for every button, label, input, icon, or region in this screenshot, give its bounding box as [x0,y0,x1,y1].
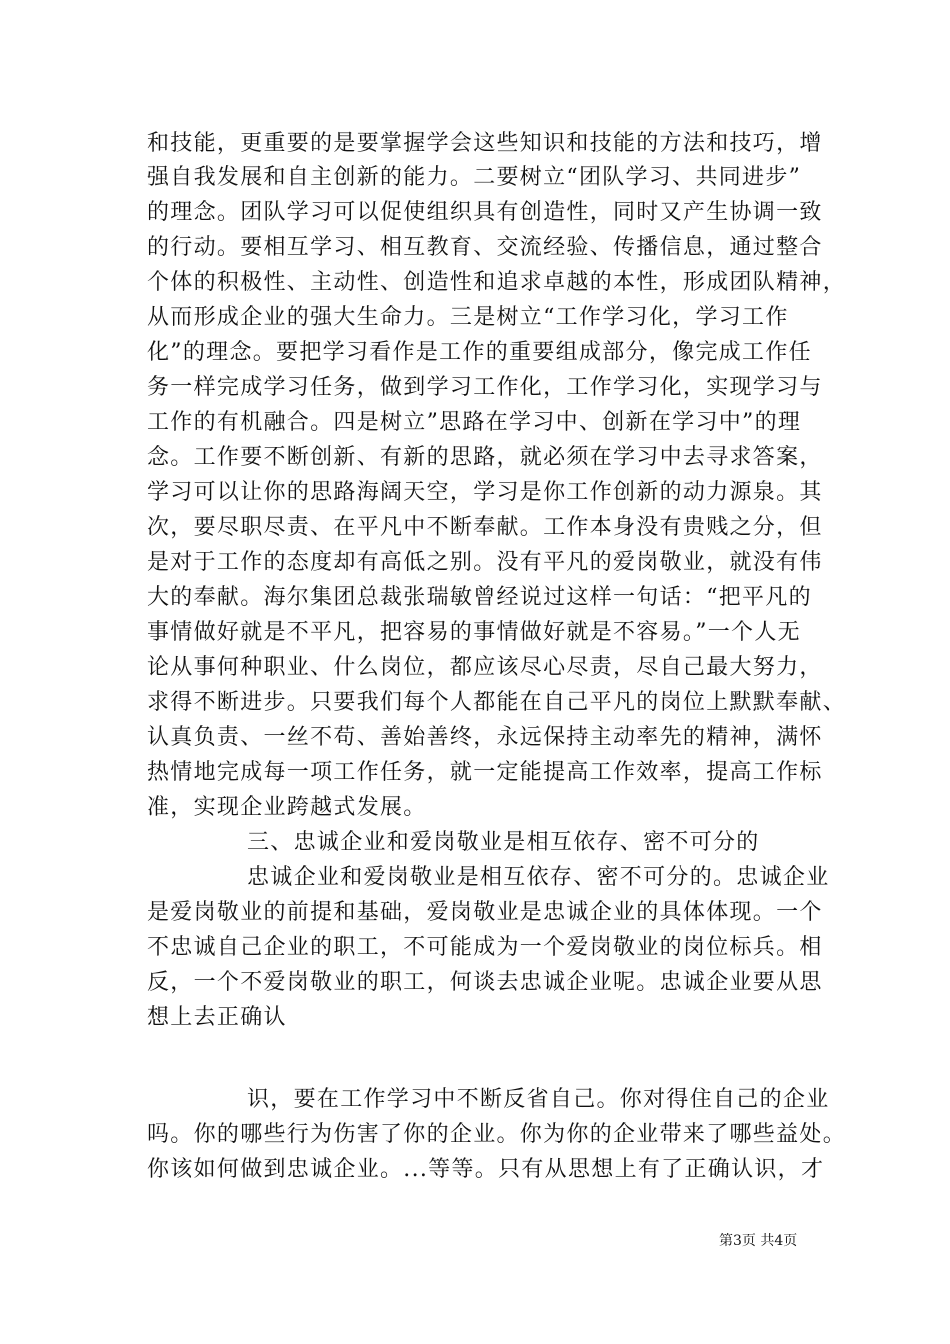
body-text-line: 吗。你的哪些行为伤害了你的企业。你为你的企业带来了哪些益处。 [147,1122,847,1147]
body-text-line: 强自我发展和自主创新的能力。二要树立“团队学习、共同进步” [147,165,802,190]
body-text-line: 识，要在工作学习中不断反省自己。你对得住自己的企业 [247,1087,830,1112]
body-text-line: 工作的有机融合。四是树立”思路在学习中、创新在学习中”的理 [147,410,802,435]
body-text-line: 大的奉献。海尔集团总裁张瑞敏曾经说过这样一句话：“把平凡的 [147,585,812,610]
body-text-line: 是对于工作的态度却有高低之别。没有平凡的爱岗敬业，就没有伟 [147,550,823,575]
body-text-line: 和技能，更重要的是要掌握学会这些知识和技能的方法和技巧，增 [147,131,823,156]
body-text-line: 念。工作要不断创新、有新的思路，就必须在学习中去寻求答案， [147,445,823,470]
body-text-line: 的理念。团队学习可以促使组织具有创造性，同时又产生协调一致 [147,200,823,225]
body-text-line: 学习可以让你的思路海阔天空，学习是你工作创新的动力源泉。其 [147,480,823,505]
page-number: 第3页 共4页 [719,1233,798,1249]
body-text-line: 化”的理念。要把学习看作是工作的重要组成部分，像完成工作任 [147,340,812,365]
body-text-line: 论从事何种职业、什么岗位，都应该尽心尽责，尽自己最大努力， [147,655,823,680]
body-text-line: 想上去正确认 [147,1005,287,1030]
body-text-line: 热情地完成每一项工作任务，就一定能提高工作效率，提高工作标 [147,760,823,785]
body-text-line: 事情做好就是不平凡，把容易的事情做好就是不容易。”一个人无 [147,620,801,645]
body-text-line: 认真负责、一丝不苟、善始善终，永远保持主动率先的精神，满怀 [147,725,823,750]
body-text-line: 不忠诚自己企业的职工，不可能成为一个爱岗敬业的岗位标兵。相 [147,935,823,960]
body-text-line: 你该如何做到忠诚企业。...等等。只有从思想上有了正确认识，才 [147,1157,825,1182]
body-text-line: 务一样完成学习任务，做到学习工作化，工作学习化，实现学习与 [147,375,823,400]
body-text-line: 求得不断进步。只要我们每个人都能在自己平凡的岗位上默默奉献、 [147,690,847,715]
body-text-line: 个体的积极性、主动性、创造性和追求卓越的本性，形成团队精神， [147,270,847,295]
body-text-line: 的行动。要相互学习、相互教育、交流经验、传播信息，通过整合 [147,235,823,260]
body-text-line: 从而形成企业的强大生命力。三是树立“工作学习化，学习工作 [147,305,789,330]
body-text-line: 反，一个不爱岗敬业的职工，何谈去忠诚企业呢。忠诚企业要从思 [147,970,823,995]
body-text-line: 次，要尽职尽责、在平凡中不断奉献。工作本身没有贵贱之分，但 [147,515,823,540]
body-text-line: 准，实现企业跨越式发展。 [147,795,427,820]
body-text-line: 忠诚企业和爱岗敬业是相互依存、密不可分的。忠诚企业 [247,865,830,890]
section-heading: 三、忠诚企业和爱岗敬业是相互依存、密不可分的 [247,830,760,855]
body-text-line: 是爱岗敬业的前提和基础，爱岗敬业是忠诚企业的具体体现。一个 [147,900,823,925]
